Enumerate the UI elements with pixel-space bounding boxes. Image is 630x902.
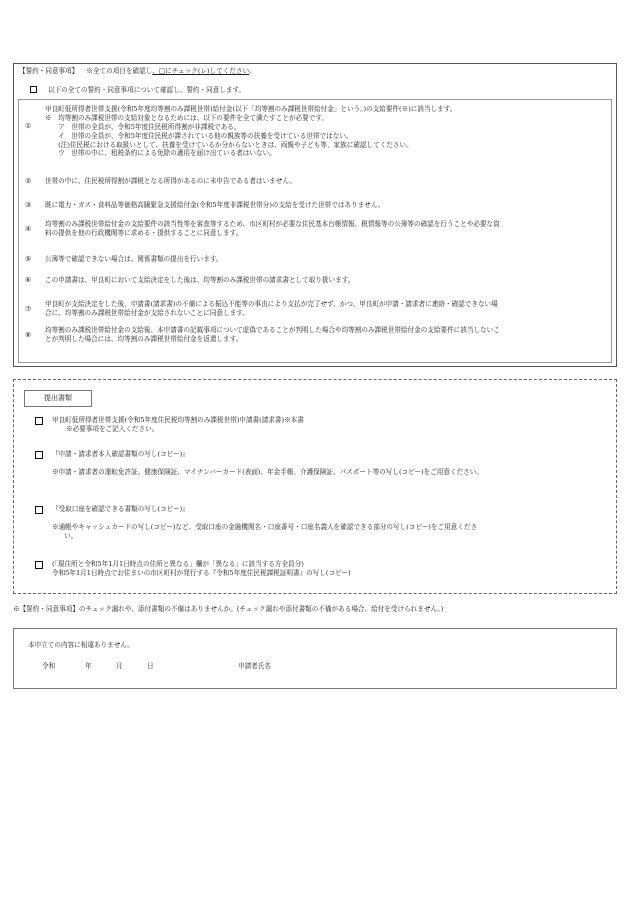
document-item-line: ※申請・請求者の運転免許証、健康保険証、マイナンバーカード(表面)、年金手帳、介護保険証、パスポート等の写し(コピー)をご用意ください。 [52, 467, 483, 476]
pledge-item-line: 料の提供を他の行政機関等に求める・提供することに同意します。 [45, 228, 243, 237]
pledge-item-line: この申請書は、甲良町において支給決定をした後は、均等割のみ課税世帯の請求書として取り扱います。 [45, 276, 355, 284]
pledge-note: ※全ての項目を確認し、□にチェック(レ)してください。 [86, 67, 256, 75]
document-item-line: 『申請・請求者本人確認書類の写し(コピー)』 [52, 450, 189, 458]
pledge-item-line: 世帯の中に、住民税所得割が課税となる所得があるのに未申告である者はいません。 [45, 177, 296, 185]
document-item-line: ※通帳やキャッシュカードの写し(コピー)など、受取口座の金融機関名・口座番号・口座名義人を確認できる部分の写し(コピー)をご用意くださ [52, 522, 478, 531]
pledge-item-line: ウ 世帯の中に、租税条約による免除の適用を届け出ている者はいない。 [45, 149, 276, 158]
document-item-line: い。 [64, 531, 78, 540]
pledge-items-box [18, 99, 612, 363]
pledge-item-line: 合に、均等割のみ課税世帯給付金が支給されないことに同意します。 [45, 308, 249, 317]
pledge-item-number: ② [25, 177, 32, 185]
document-item-line: 令和5年1月1日時点でお住まいの市区町村が発行する『令和5年度住民税課税証明書』の写し(コピー) [52, 568, 351, 577]
pledge-item-number: ⑦ [25, 305, 32, 313]
declaration-section [13, 628, 617, 689]
pledge-item-line: 公簿等で確認できない場合は、関係書類の提出を行います。 [45, 255, 223, 263]
day-label: 日 [147, 662, 154, 670]
month-label: 月 [116, 662, 123, 670]
pledge-item-line: 甲良町が支給決定をした後、申請書(請求書)の不備による振込不能等の事由により支払が完了せず、かつ、甲良町が申請・請求者に連絡・確認できない場 [45, 300, 498, 308]
document-item-line: 甲良町低所得者世帯支援(令和5年度住民税均等割のみ課税世帯)申請書(請求書)※本書 [52, 416, 304, 424]
document-item-line [52, 459, 610, 468]
agree-all-label: 以下の全ての誓約・同意事項について確認し、誓約・同意します。 [48, 86, 246, 94]
document-item-line: ※必要事項をご記入ください。 [66, 424, 159, 433]
document-item-line: 『受取口座を確認できる書類の写し(コピー)』 [52, 505, 189, 513]
pledge-item-line: 均等割のみ課税世帯給付金の支給要件の該当性等を審査等するため、市区町村が必要な住民基本台帳情報、税情報等の公簿等の確認を行うことや必要な資 [45, 220, 500, 228]
pledge-item-number: ③ [25, 201, 32, 209]
document-checkbox[interactable] [35, 451, 43, 459]
pledge-section [13, 63, 617, 367]
declaration-statement: 本申立ての内容に相違ありません。 [28, 641, 134, 649]
pledge-item-line: (注)住民税における取扱いとして、扶養を受けているか分からないときは、両親や子ども等、家族に確認してください。 [45, 140, 413, 149]
year-label: 年 [85, 662, 92, 670]
document-item-line [52, 514, 610, 523]
document-checkbox[interactable] [35, 561, 43, 569]
agree-all-checkbox[interactable] [30, 86, 37, 93]
pledge-item-line: 既に電力・ガス・食料品等価格高騰緊急支援給付金(令和5年度非課税世帯分)の支給を受けた世帯ではありません。 [45, 201, 385, 209]
pledge-title-row [19, 67, 256, 76]
pledge-item-line: 均等割のみ課税世帯給付金の支給後、本申請書の記載事項について虚偽であることが判明した場合や均等割のみ課税世帯給付金の支給要件に該当しないこ [45, 326, 500, 334]
pledge-item-number: ⑧ [25, 331, 32, 339]
applicant-name-label: 申請者氏名 [238, 662, 271, 670]
era-label: 令和 [42, 662, 56, 670]
pledge-item-number: ④ [25, 225, 32, 233]
pledge-item-number: ① [25, 122, 32, 130]
pledge-item-line: ※ 均等割のみ課税世帯の支給対象となるためには、以下の要件を全て満たすことが必要です。 [45, 113, 329, 122]
documents-heading: 提出書類 [24, 390, 92, 407]
documents-section [13, 379, 617, 594]
footnote: ※【誓約・同意事項】のチェック漏れや、添付書類の不備はありませんか。(チェック漏れや添付書類の不備がある場合、給付を受けられません。) [13, 605, 444, 613]
document-checkbox[interactable] [35, 506, 43, 514]
pledge-item-line: 甲良町低所得者世帯支援(令和5年度均等割のみ課税世帯)給付金(以下「均等割のみ課税世帯給付金」という。)の支給要件(※)に該当します。 [45, 105, 457, 113]
document-checkbox[interactable] [35, 417, 43, 425]
pledge-item-number: ⑥ [25, 276, 32, 284]
document-item-line: (「現住所と令和5年1月1日時点の住所と異なる」欄が「異なる」に該当する方全員分) [52, 560, 304, 568]
pledge-item-line: ア 世帯の全員が、令和5年度住民税所得割が非課税である。 [45, 122, 241, 131]
pledge-title: 【誓約・同意事項】 [19, 67, 79, 75]
pledge-item-line: イ 世帯の全員が、令和5年度住民税が課されている他の親族等の扶養を受けている世帯ではない。 [45, 131, 353, 140]
pledge-item-number: ⑤ [25, 255, 32, 263]
pledge-item-line: とが判明した場合には、均等割のみ課税世帯給付金を返還します。 [45, 334, 243, 343]
